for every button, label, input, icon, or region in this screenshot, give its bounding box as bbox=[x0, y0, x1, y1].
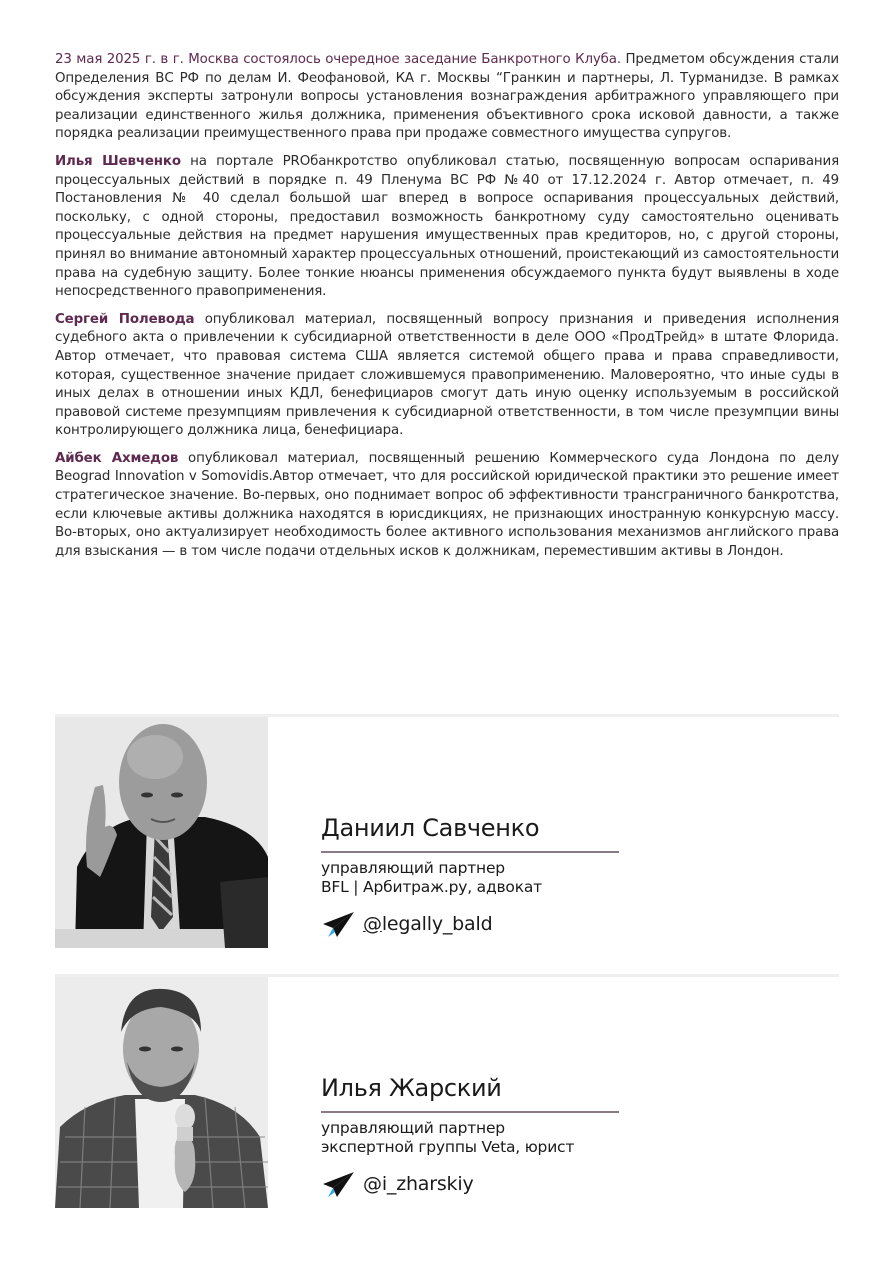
author-info bbox=[321, 1073, 651, 1198]
telegram-link[interactable] bbox=[321, 910, 651, 938]
author-role: управляющий партнер bbox=[321, 1119, 505, 1137]
paragraph-text: опубликовал материал, посвященный вопросу признания и приведения исполнения судебного акта о привлечении к субсидиарной ответственности в деле ООО «ПродТрейд» в штате Флорида. Автор отмечает, что правовая система США является системой общего права и права справедливости, которая, существенное значение придает сложившемуся правоприменению. Маловероятно, что иные суды в иных делах в отношении иных КДЛ, бенефициаров смогут дать иную оценку используемым в российской правовой системе презумпциям привлечения к субсидиарной ответственности, в том числе презумпции вины контролирующего должника лица, бенефициара. bbox=[55, 311, 839, 439]
author-name: Илья Жарский bbox=[321, 1074, 502, 1102]
divider bbox=[321, 1111, 619, 1113]
article-body bbox=[55, 51, 839, 570]
author-role: управляющий партнер bbox=[321, 859, 505, 877]
paragraph-text: на портале PROбанкротство опубликовал статью, посвященную вопросам оспаривания процессуальных действий в порядке п. 49 Пленума ВС РФ №40 от 17.12.2024 г. Автор отмечает, п. 49 Постановления № 40 сделал большой шаг вперед в вопросе оспаривания процессуальных действий, поскольку, с одной стороны, предоставил возможность банкротному суду самостоятельно оценивать процессуальные действия на предмет нарушения имущественных прав кредиторов, но, с другой стороны, принял во внимание автономный характер процессуальных отношений, проистекающий из самостоятельности права на судебную защиту. Более тонкие нюансы применения обсуждаемого пункта будут выявлены в ходе непосредственного правоприменения. bbox=[55, 153, 839, 300]
paragraph-lead: 23 мая 2025 г. в г. Москва состоялось очередное заседание Банкротного Клуба. bbox=[55, 52, 621, 67]
paragraph-text: Предметом обсуждения стали Определения ВС РФ по делам И. Феофановой, КА г. Москвы “Гранкин и партнеры, Л. Турманидзе. В рамках обсуждения эксперты затронули вопросы установления вознаграждения арбитражного управляющего при реализации единственного жилья должника, применения объективного срока исковой давности, а также порядка реализации преимущественного права при продаже совместного имущества супругов. bbox=[55, 52, 839, 142]
portrait-bald-man-image bbox=[55, 717, 268, 948]
author-photo bbox=[55, 717, 268, 948]
portrait-bearded-man-image bbox=[55, 977, 268, 1208]
news-paragraph bbox=[55, 450, 839, 562]
telegram-icon bbox=[321, 1170, 355, 1198]
author-info bbox=[321, 813, 651, 938]
paragraph-text: опубликовал материал, посвященный решению Коммерческого суда Лондона по делу Beograd Innovation v Somovidis.Автор отмечает, что для российской юридической практики это решение имеет стратегическое значение. Во-первых, оно поднимает вопрос об эффективности трансграничного банкротства, если ключевые активы должника находятся в юрисдикциях, не признающих иностранную конкурсную массу. Во-вторых, оно актуализирует необходимость более активного использования механизмов английского права для взыскания — в том числе подачи отдельных исков к должникам, переместившим активы в Лондон. bbox=[55, 450, 839, 559]
author-name-highlight: Айбек Ахмедов bbox=[55, 450, 179, 466]
author-name-highlight: Сергей Полевода bbox=[55, 311, 195, 327]
news-paragraph bbox=[55, 311, 839, 441]
telegram-link[interactable] bbox=[321, 1170, 651, 1198]
news-paragraph bbox=[55, 153, 839, 302]
author-name: Даниил Савченко bbox=[321, 814, 540, 842]
telegram-handle[interactable]: @i_zharskiy bbox=[363, 1173, 474, 1195]
news-paragraph bbox=[55, 51, 839, 144]
telegram-handle[interactable]: @legally_bald bbox=[363, 913, 493, 935]
author-card bbox=[55, 714, 839, 949]
author-company: экспертной группы Veta, юрист bbox=[321, 1138, 575, 1156]
author-card bbox=[55, 974, 839, 1209]
author-company: BFL | Арбитраж.ру, адвокат bbox=[321, 878, 542, 896]
telegram-icon bbox=[321, 910, 355, 938]
author-name-highlight: Илья Шевченко bbox=[55, 153, 181, 169]
author-photo bbox=[55, 977, 268, 1208]
divider bbox=[321, 851, 619, 853]
